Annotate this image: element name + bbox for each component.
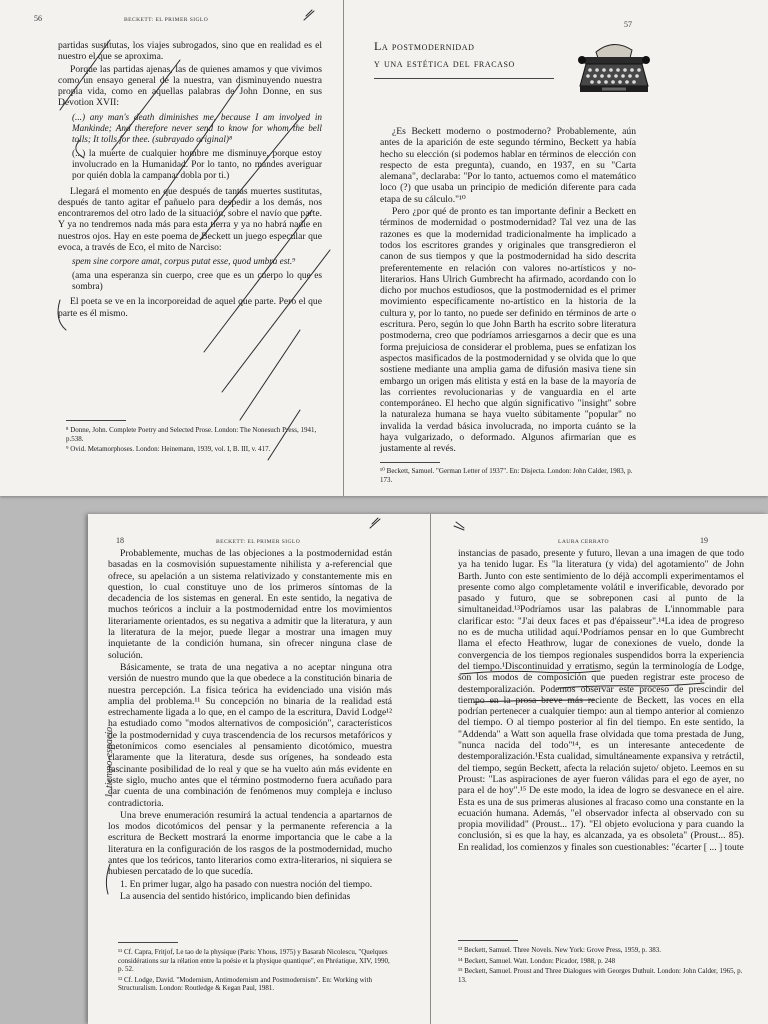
paragraph: Pero ¿por qué de pronto es tan importante definir a Beckett en términos de modernidad o postmodernidad? Tal vez una de las razones es que la modernidad tradicionalmente ha implicado a todos los escritores grandes y originales que transgredieron el canon de sus tiempos y que la postmodernidad ha sido descrita preferentemente en relación con valores no-artísticos y no-literarios. Hans Ulrich Gumbrecht ha afirmado, acordando con lo dicho por muchos estudiosos, que la postmodernidad es el primer movimiento específicamente no-artístico en la historia de la cultura y, por lo tanto, no puede ser definido en términos de arte o escritura. Pero, según lo que John Barth ha escrito sobre literatura postmoderna, creo que podríamos arriesgarnos a decir que es una forma prejuiciosa de considerar el problema, pues se enfatizan los aspectos masificados de la postmodernidad y se olvida que lo que sostiene mediante una amplia gama de difusión masiva tiene sin embargo un origen más elitista y está en la base de la mayoría de las corrientes revolucionarias y de vanguardia en el arte contemporáneo. El hecho que algún significativo "insight" sobre la naturaleza humana se haya vuelto súbitamente "popular" no invalida la verdad básica involucrada, no importa cuánto se la haya vulgarizado, o deformado. Algunos afirmarían que es justamente al revés. (380, 206, 636, 455)
title-rule (374, 78, 554, 79)
paragraph: Porque las partidas ajenas, las de quienes amamos y que vivimos como un ensayo general de la nuestra, van disminuyendo nuestra propia vida, como en aquellas palabras de John Donne, en sus Devotion XVII: (58, 63, 322, 109)
footnote-rule (458, 940, 518, 941)
footnotes (380, 467, 636, 486)
page-56-body (58, 40, 322, 320)
footnotes (118, 948, 394, 995)
page-19-body (458, 548, 744, 854)
paragraph: Probablemente, muchas de las objeciones a la postmodernidad están basadas en la cosmovisión supuestamente nihilista y a-referencial que ofrece, su apelación a un sistema relativizado y constantemente mis en question, lo cual constituye uno de los primeros síntomas de la decadencia de los sistemas en general. En este sentido, la negativa de muchos teóricos a incluir a la postmodernidad entre los movimientos literariamente orientados, es su negativa a admitir que la literatura, y aun la literatura de la mejor, puede llegar a mostrar una imagen muy inquietante de la condición humana, sin ofrecer ninguna clase de solución. (108, 548, 392, 661)
translation: (...) la muerte de cualquier hombre me disminuye, porque estoy involucrado en la Humanidad. Por lo tanto, no mandes averiguar por quién dobla la campana: dobla por ti.) (72, 148, 322, 182)
chapter-title (374, 38, 515, 72)
paragraph: Llegará el momento en que después de tantas muertes sustitutas, después de tanto agitar el pañuelo para despedir a los demás, nos encontraremos del otro lado de la situación, sobre el navío que parte. Y ya no tendremos nada más para esta tierra y ya no habrá nadie en nuestros ojos. Hay en este poema de Beckett un juego especular que evoca, a través de Eco, el mito de Narciso: (58, 185, 323, 254)
footnote: ¹⁵ Beckett, Samuel. Proust and Three Dialogues with Georges Duthuit. London: John Calder, 1965, p. 13. (458, 967, 743, 984)
page-number: 56 (34, 14, 42, 23)
gutter-line (343, 0, 344, 496)
paragraph: Básicamente, se trata de una negativa a no aceptar ninguna otra versión de nuestro mundo que la que obedece a la constitución binaria de nuestra percepción. La física teórica ha evidenciado una visión más amplia del problema.¹¹ Su concepción no binaria de la realidad está estrechamente ligada a lo que, en el campo de la escritura, David Lodge¹² ha estudiado como "modos alternativos de composición", característicos de la postmodernidad y cuya trascendencia de los recursos metafóricos y metonímicos como esenciales al pensamiento dicotómico, muestra claramente que la literatura, desde sus orígenes, ha sondeado esta fascinante posibilidad de lo real y que se ha vuelto aún más evidente en este siglo, mucho antes que el término postmoderno fuera acuñado para dar cuenta de una combinación de fenómenos muy compleja e incluso contradictoria. (108, 661, 392, 809)
footnote: ¹² Cf. Lodge, David. "Modernism, Antimodernism and Postmodernism". En: Working with Structuralism. London: Routledge & Kegan Paul, 1981. (118, 975, 373, 993)
latin-quote: spem sine corpore amat, corpus putat esse, quod umbra est.⁹ (72, 256, 296, 267)
footnote: ¹³ Beckett, Samuel. Three Novels. New York: Grove Press, 1959, p. 383. (458, 946, 661, 954)
footnote-rule (380, 462, 440, 463)
paragraph: 1. En primer lugar, algo ha pasado con nuestra noción del tiempo. (120, 878, 373, 890)
footnote: ¹¹ Cf. Capra, Fritjof, Le tao de la physique (Paris: Yhous, 1975) y Basarab Nicolescu, "Quelques considérations sur la rélation entre la poésie et la physique quantique", en Phréatique, XIV, 1990, p. 52. (118, 948, 390, 974)
footnote: ¹⁴ Beckett, Samuel. Watt. London: Picador, 1988, p. 248 (458, 956, 616, 965)
footnote-rule (66, 420, 126, 421)
paragraph: La ausencia del sentido histórico, implicando bien definidas (120, 890, 351, 902)
typewriter-illustration (576, 36, 650, 100)
paragraph: ¿Es Beckett moderno o postmoderno? Probablemente, aún antes de la aparición de este segundo término, Beckett ya había hecho su elección (si podemos hablar en términos de elección con respecto de esta pregunta), cuando, en 1937, en su "Carta alemana", declaraba: "Por lo tanto, actuemos como el matemático loco (?) que usaba un principio de medición diferente para cada etapa de su cálculo."¹⁰ (380, 126, 636, 205)
footnote: ¹⁰ Beckett, Samuel. "German Letter of 1937". En: Disjecta. London: John Calder, 1983, p. 173. (380, 467, 633, 484)
chapter-title-line: y una estética del fracaso (374, 56, 515, 70)
translation: (ama una esperanza sin cuerpo, cree que es un cuerpo lo que es sombra) (72, 270, 322, 292)
running-head: BECKETT: EL PRIMER SIGLO (124, 17, 209, 23)
footnote: ⁹ Ovid. Metamorphoses. London: Heinemann, 1939, vol. I, B. III, v. 417. (66, 445, 271, 454)
paragraph: instancias de pasado, presente y futuro, llevan a una imagen de que todo ya ha tenido lugar. Es "la literatura (y vida) del agotamiento" de John Barth. Junto con este sentimiento de lo déjà accompli experimentamos el presente como algo completamente volátil e inverificable, devorado por pasado y futuro, que se sobreponen casi al punto de la simultaneidad.¹³Podríamos usar las palabras de L'innommable para clarificar esto: "J'ai deux faces et pas d'épaisseur".¹⁴La idea de progreso no es de mucha utilidad aquí.¹Podríamos pensar en lo que Gumbrecht llama el efecto Heathrow, lugar de conexiones de vuelo, donde la convergencia de los tiempos regionales suspendidos borra la experiencia del tiempo.¹Discontinuidad y erratismo, según la terminología de Lodge, son los modos de composición que pueden registrar este proceso de destemporalización. Podemos observar este proceso de prescindir del tiempo en la prosa breve más reciente de Beckett, las voces en ella podrían pertenecer a cualquier tiempo: aun al tiempo anterior al comienzo del tiempo. O al tiempo posterior al fin del tiempo. En este sentido, la "Addenda" a Watt son aquella frase olvidada que toma prestada de Jung, "nunca nacida del todo"¹⁴, es un interesante antecedente de destemporalización.¹Esta cualidad, simultáneamente expansiva y retráctil, del tiempo, según Beckett, afecta la relación sujeto/ objeto. Leemos en su Proust: "Las aspiraciones de ayer fueron válidas para el ego de ayer, no para el de hoy".¹⁵ De este modo, la idea de logro se desvanece en el aire. Esta es una de sus primeras alusiones al fracaso como una constante en la ecuación humana. Además, "el observador infecta al observado con su propia movilidad" (Proust... 17). "El objeto evoluciona y para cuando la conclusión, si es que la hay, es alcanzada, ya es obsoleta" (Proust... 85). En realidad, los comienzos y finales son cuestionables: "écarter [ ... ] toute (458, 548, 744, 853)
paragraph: partidas sustitutas, los viajes subrogados, sino que en realidad es el nuestro el que se aproxima. (58, 40, 322, 63)
footnotes (458, 946, 744, 986)
paragraph: Una breve enumeración resumirá la actual tendencia a apartarnos de los modos dicotómicos del pensar y la permanente referencia a la escritura de Beckett mostrará la enorme importancia que le cabe a la literatura en la configuración de los rasgos de la postmodernidad, mucho antes que los teóricos, tanto literarios como extra-literarios, ni siquiera se hubiesen percatado de lo que sucedía. (108, 809, 392, 878)
running-head: BECKETT: EL PRIMER SIGLO (216, 539, 301, 545)
page-57-body (380, 126, 636, 456)
page-number: 19 (700, 536, 708, 545)
top-spread (0, 0, 768, 496)
handwritten-margin-note: 1. tiempo-espacio (104, 726, 115, 798)
chapter-title-line: La postmodernidad (374, 39, 475, 53)
page-18-body (108, 548, 392, 903)
english-quote: (...) any man's death diminishes me, because I am involved in Mankinde; And therefore never send to know for whom the bell tolls; It tolls for thee. (subrayado original)⁸ (72, 111, 322, 145)
footnotes (66, 426, 324, 456)
page-number: 57 (624, 20, 632, 29)
bottom-spread (88, 514, 768, 1024)
running-head: LAURA CERRATO (558, 539, 609, 545)
footnote-rule (118, 942, 178, 943)
footnote: ⁸ Donne, John. Complete Poetry and Selected Prose. London: The Nonesuch Press, 1941, p.538. (66, 426, 317, 443)
gutter-line (430, 514, 431, 1024)
page-number: 18 (116, 536, 124, 545)
paragraph: El poeta se ve en la incorporeidad de aquel que parte. Pero el que parte es él mismo. (58, 296, 322, 319)
